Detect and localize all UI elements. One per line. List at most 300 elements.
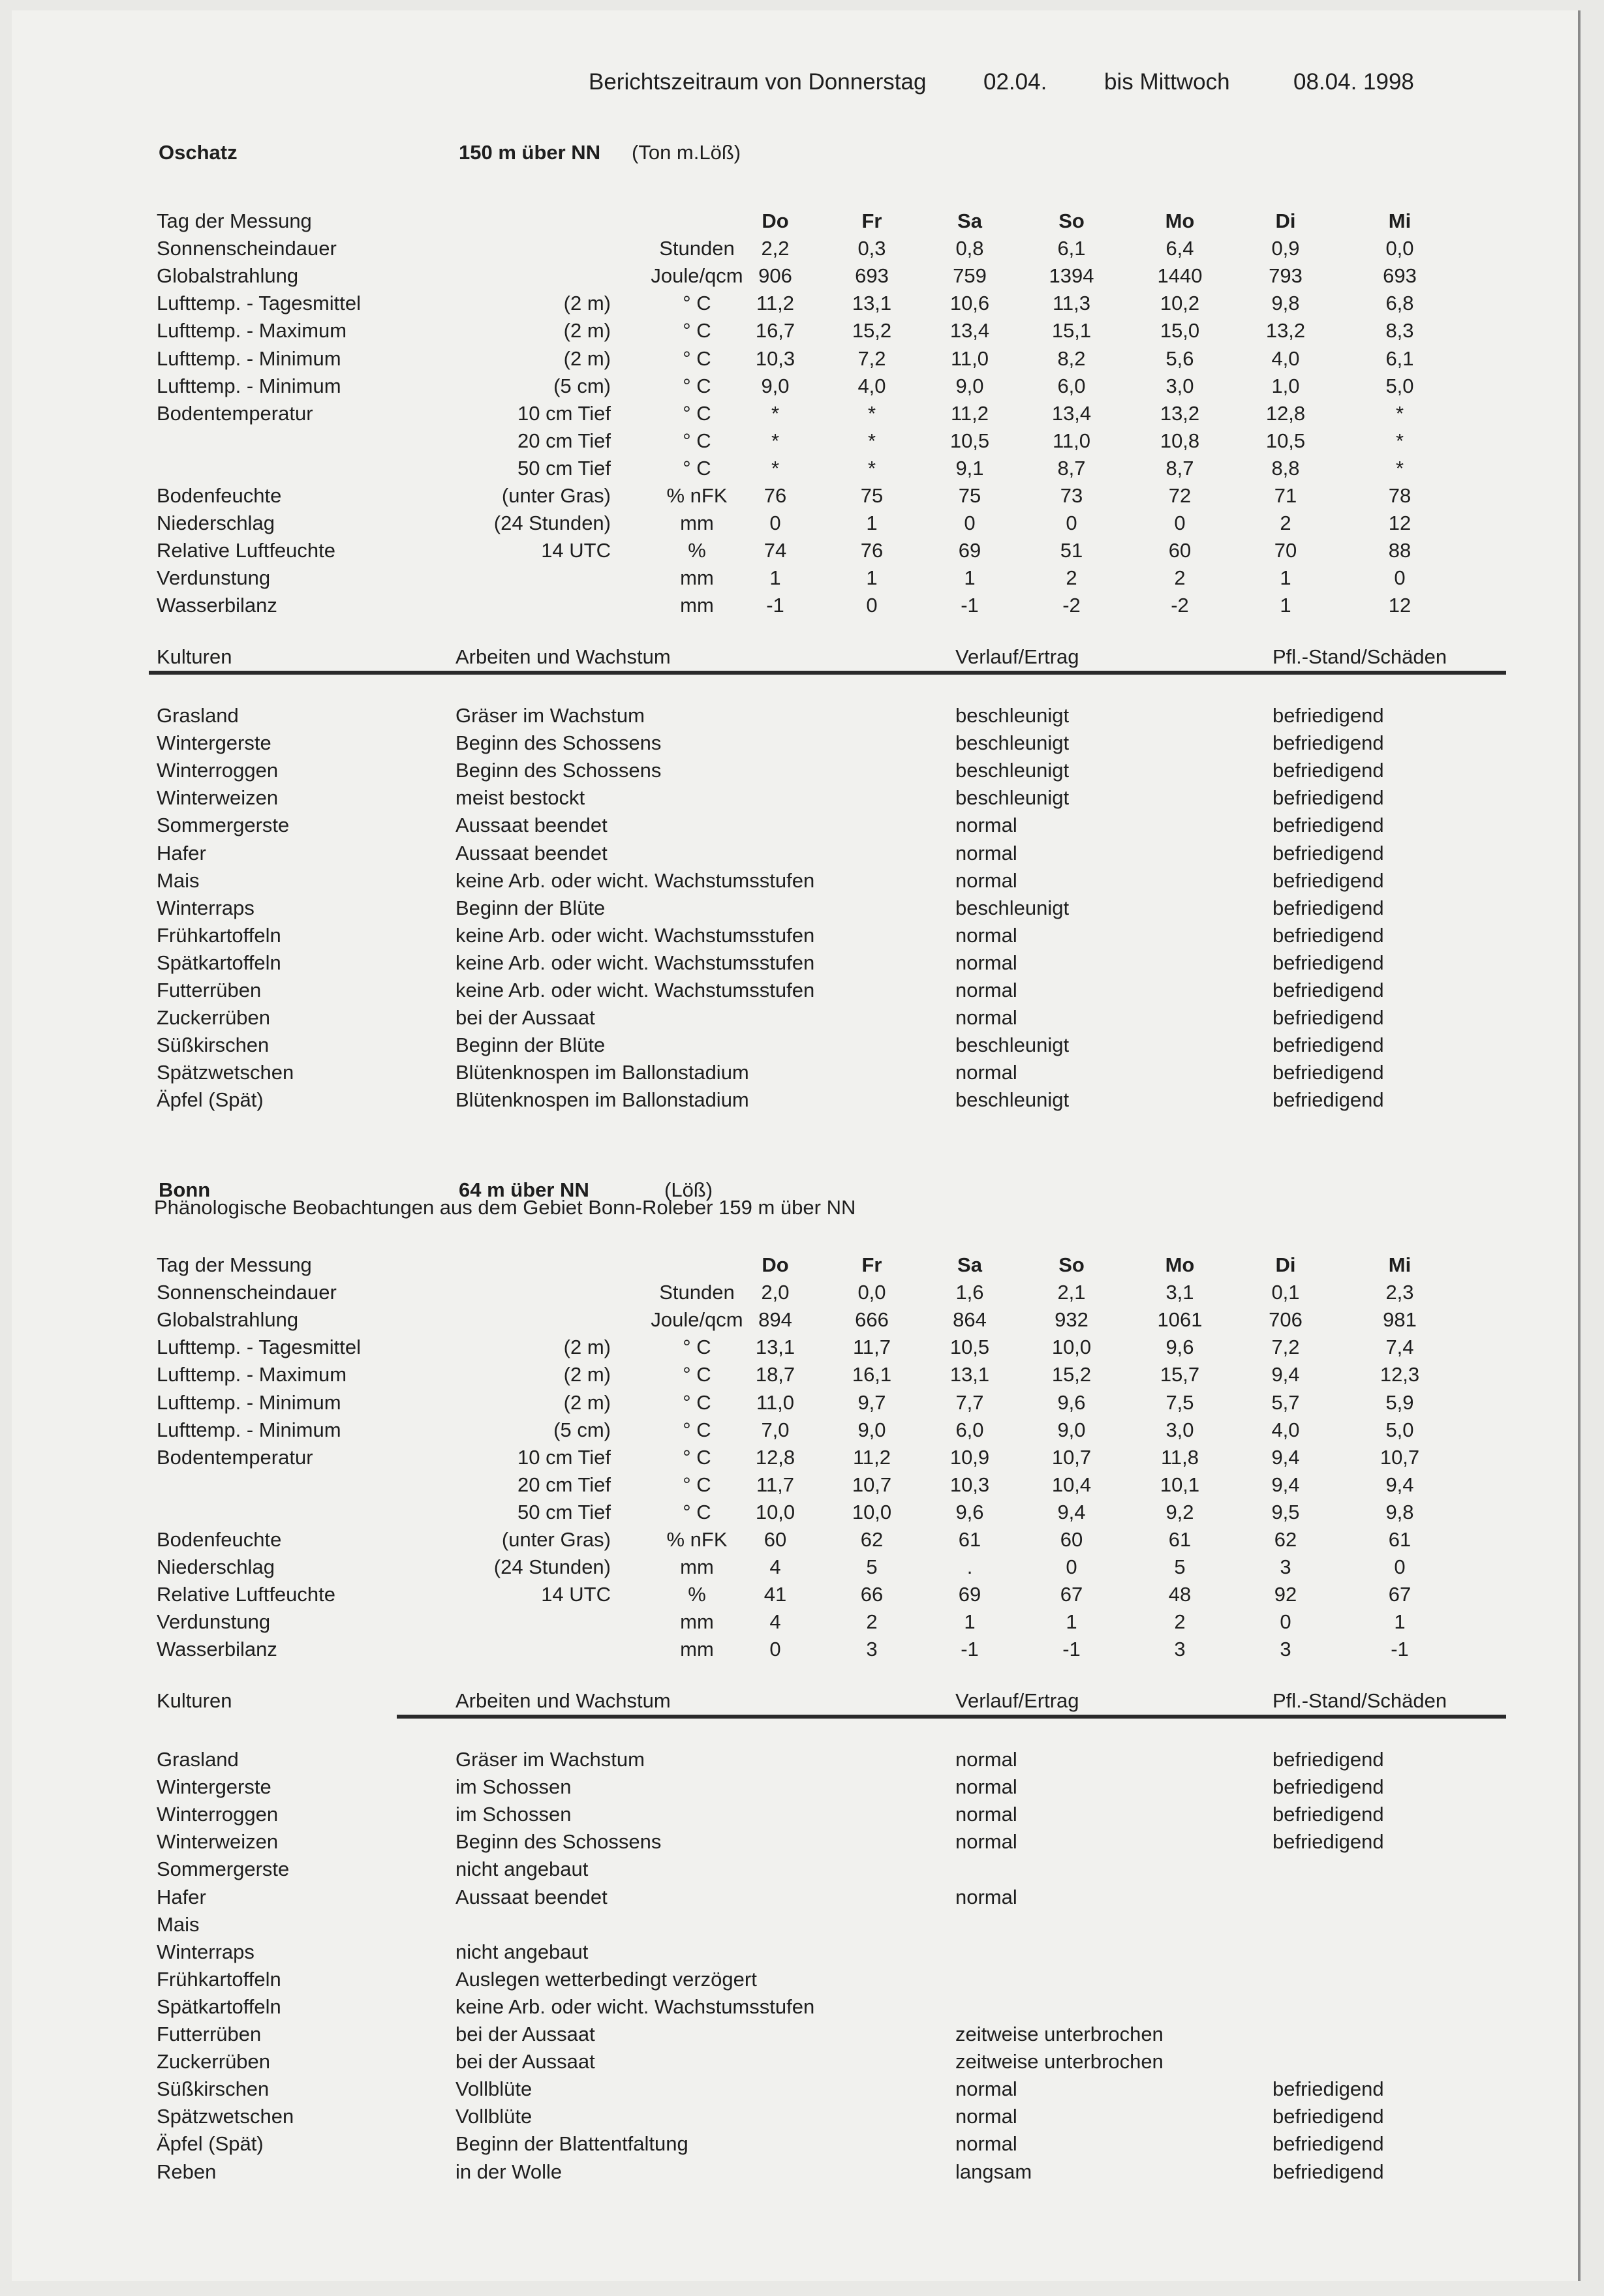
measurement-value: 3,0 bbox=[1165, 1418, 1194, 1441]
crop-row bbox=[12, 1746, 1578, 1773]
measurement-value: 1 bbox=[769, 566, 781, 590]
crop-row bbox=[12, 1773, 1578, 1801]
period-date-from: 02.04. bbox=[983, 69, 1047, 95]
measurement-value: -1 bbox=[1391, 1638, 1409, 1661]
crop-progress: zeitweise unterbrochen bbox=[955, 2050, 1164, 2074]
measurement-value: 6,1 bbox=[1057, 237, 1086, 260]
measurement-value: 11,7 bbox=[756, 1473, 795, 1496]
day-header: Do bbox=[762, 1253, 789, 1276]
measurement-value: 15,2 bbox=[852, 319, 892, 343]
measurement-value: 1 bbox=[964, 1610, 976, 1634]
crop-row bbox=[12, 2048, 1578, 2075]
crop-row bbox=[12, 2158, 1578, 2186]
measurement-value: . bbox=[966, 1555, 973, 1579]
crop-row bbox=[12, 1884, 1578, 1911]
measurement-value: 0,0 bbox=[857, 1281, 886, 1304]
measurement-row bbox=[12, 1389, 1578, 1416]
measurement-qualifier: (24 Stunden) bbox=[493, 512, 611, 535]
crop-work-growth: meist bestockt bbox=[455, 786, 585, 810]
crop-row bbox=[12, 1828, 1578, 1856]
measurement-value: 0 bbox=[1174, 512, 1186, 535]
measurement-label: Lufttemp. - Minimum bbox=[157, 374, 341, 397]
day-header: Mi bbox=[1388, 1253, 1411, 1276]
crop-progress: beschleunigt bbox=[955, 704, 1070, 727]
measurement-qualifier: (2 m) bbox=[563, 1336, 611, 1359]
measurement-value: 2 bbox=[866, 1610, 878, 1634]
measurement-value: 9,6 bbox=[955, 1500, 984, 1523]
measurement-unit: mm bbox=[680, 1555, 714, 1579]
crop-work-growth: keine Arb. oder wicht. Wachstumsstufen bbox=[455, 979, 815, 1002]
crop-condition: befriedigend bbox=[1272, 2105, 1384, 2128]
measurement-value: 4,0 bbox=[857, 374, 886, 397]
crop-name: Grasland bbox=[157, 1748, 239, 1771]
measurement-label: Relative Luftfeuchte bbox=[157, 1583, 336, 1606]
measurement-value: 932 bbox=[1055, 1308, 1088, 1332]
measurement-value: 0 bbox=[769, 1638, 781, 1661]
measurement-value: 13,1 bbox=[852, 292, 892, 315]
crop-work-growth: Aussaat beendet bbox=[455, 1885, 608, 1908]
measurement-row bbox=[12, 592, 1578, 619]
crop-row bbox=[12, 2075, 1578, 2103]
measurement-qualifier: (24 Stunden) bbox=[493, 1555, 611, 1579]
measurement-value: 15,2 bbox=[1051, 1363, 1092, 1386]
crop-work-growth: Vollblüte bbox=[455, 2105, 532, 2128]
crop-work-growth: Beginn der Blüte bbox=[455, 896, 606, 919]
crop-progress: normal bbox=[955, 923, 1017, 947]
crop-work-growth: keine Arb. oder wicht. Wachstumsstufen bbox=[455, 951, 815, 974]
measurement-value: 8,2 bbox=[1057, 346, 1086, 370]
measurement-value: 0,8 bbox=[955, 237, 984, 260]
measurement-label: Sonnenscheindauer bbox=[157, 237, 337, 260]
measurement-value: 11,8 bbox=[1160, 1445, 1199, 1469]
measurement-value: * bbox=[771, 456, 780, 480]
measurement-value: 9,8 bbox=[1271, 292, 1300, 315]
crop-work-growth: keine Arb. oder wicht. Wachstumsstufen bbox=[455, 1995, 815, 2018]
measurement-unit: % nFK bbox=[666, 484, 728, 507]
crop-name: Süßkirschen bbox=[157, 2077, 270, 2101]
crop-work-growth: bei der Aussaat bbox=[455, 2050, 595, 2074]
measurement-value: 2,2 bbox=[761, 237, 790, 260]
measurement-unit: ° C bbox=[683, 319, 711, 343]
crop-progress: normal bbox=[955, 1061, 1017, 1084]
measurement-value: 1 bbox=[1066, 1610, 1077, 1634]
measurement-value: 51 bbox=[1060, 539, 1083, 562]
crop-row bbox=[12, 812, 1578, 839]
crop-work-growth: bei der Aussaat bbox=[455, 2023, 595, 2045]
measurement-value: 706 bbox=[1269, 1308, 1303, 1332]
measurement-value: 74 bbox=[763, 539, 787, 562]
crop-condition: befriedigend bbox=[1272, 704, 1384, 727]
crop-condition: befriedigend bbox=[1272, 923, 1384, 947]
crop-row bbox=[12, 2021, 1578, 2048]
measurement-value: 12,8 bbox=[755, 1445, 795, 1469]
crop-name: Frühkartoffeln bbox=[157, 1967, 281, 1991]
day-header: Di bbox=[1275, 209, 1296, 232]
crop-progress: normal bbox=[955, 2077, 1017, 2101]
crop-row bbox=[12, 977, 1578, 1004]
measurement-value: 10,7 bbox=[852, 1473, 892, 1496]
crop-work-growth: Beginn der Blüte bbox=[455, 1033, 606, 1057]
crop-work-growth: Blütenknospen im Ballonstadium bbox=[455, 1061, 749, 1084]
measurement-label: Verdunstung bbox=[157, 566, 271, 590]
measurement-value: 11,0 bbox=[756, 1390, 795, 1414]
measurement-value: 67 bbox=[1060, 1583, 1083, 1606]
measurement-row bbox=[12, 1499, 1578, 1526]
measurement-value: 9,4 bbox=[1057, 1500, 1086, 1523]
crop-progress: normal bbox=[955, 1006, 1017, 1030]
measurement-value: 5 bbox=[1174, 1555, 1186, 1579]
measurement-value: 10,6 bbox=[949, 292, 990, 315]
measurement-value: -2 bbox=[1171, 594, 1189, 617]
measurement-value: 7,2 bbox=[1271, 1336, 1300, 1359]
station-elevation: 150 m über NN bbox=[459, 141, 601, 164]
crop-name: Winterraps bbox=[157, 1940, 254, 1963]
measurement-qualifier: 10 cm Tief bbox=[517, 401, 611, 425]
measurement-value: 70 bbox=[1274, 539, 1297, 562]
station-soil: (Ton m.Löß) bbox=[632, 141, 741, 164]
crop-row bbox=[12, 840, 1578, 867]
crop-progress: normal bbox=[955, 868, 1017, 892]
measurement-value: 5 bbox=[866, 1555, 878, 1579]
crops-column-header: Kulturen bbox=[157, 1689, 232, 1712]
measurement-value: 9,0 bbox=[761, 374, 790, 397]
measurement-value: 69 bbox=[958, 1583, 981, 1606]
crop-name: Hafer bbox=[157, 841, 206, 865]
crop-work-growth: keine Arb. oder wicht. Wachstumsstufen bbox=[455, 923, 815, 947]
measurement-value: 76 bbox=[860, 539, 884, 562]
crop-name: Futterrüben bbox=[157, 979, 262, 1002]
measurement-value: 60 bbox=[1168, 539, 1192, 562]
crops-column-header: Arbeiten und Wachstum bbox=[455, 1689, 671, 1712]
measurement-value: 3 bbox=[1174, 1638, 1186, 1661]
measurement-value: 6,0 bbox=[1057, 374, 1086, 397]
measurement-value: 10,0 bbox=[755, 1500, 795, 1523]
measurement-row bbox=[12, 400, 1578, 427]
measurement-label: Relative Luftfeuchte bbox=[157, 539, 336, 562]
measurement-value: 2,3 bbox=[1385, 1281, 1414, 1304]
measurement-header-row bbox=[12, 1251, 1578, 1279]
crop-condition: befriedigend bbox=[1272, 731, 1384, 755]
day-header: Mi bbox=[1388, 209, 1411, 232]
measurement-value: 7,5 bbox=[1165, 1390, 1194, 1414]
measurement-value: 11,2 bbox=[852, 1445, 891, 1469]
crop-work-growth: Auslegen wetterbedingt verzögert bbox=[455, 1967, 757, 1991]
measurement-value: 71 bbox=[1274, 484, 1297, 507]
crop-condition: befriedigend bbox=[1272, 841, 1384, 865]
measurement-value: * bbox=[771, 401, 780, 425]
measurement-value: 0 bbox=[1394, 566, 1406, 590]
measurement-value: 15,7 bbox=[1160, 1363, 1200, 1386]
measurement-value: 16,1 bbox=[852, 1363, 892, 1386]
measurement-value: 10,8 bbox=[1160, 429, 1200, 452]
crop-row bbox=[12, 1004, 1578, 1032]
measurement-value: 2 bbox=[1280, 512, 1291, 535]
crop-name: Winterraps bbox=[157, 896, 254, 919]
crop-work-growth: nicht angebaut bbox=[455, 1940, 589, 1963]
measurement-value: 16,7 bbox=[755, 319, 795, 343]
measurement-day-label: Tag der Messung bbox=[157, 1253, 312, 1276]
measurement-value: 1 bbox=[1280, 594, 1291, 617]
crop-work-growth: Beginn der Blattentfaltung bbox=[455, 2132, 688, 2156]
measurement-value: -1 bbox=[1062, 1638, 1081, 1661]
measurement-value: 13,2 bbox=[1265, 319, 1306, 343]
crop-progress: beschleunigt bbox=[955, 896, 1070, 919]
measurement-row bbox=[12, 1608, 1578, 1636]
measurement-value: 10,2 bbox=[1160, 292, 1200, 315]
crop-progress: normal bbox=[955, 1748, 1017, 1771]
crop-name: Winterroggen bbox=[157, 759, 279, 782]
measurement-row bbox=[12, 235, 1578, 262]
measurement-value: * bbox=[867, 456, 876, 480]
crop-row bbox=[12, 1993, 1578, 2021]
measurement-row bbox=[12, 1444, 1578, 1471]
measurement-value: 61 bbox=[1168, 1528, 1192, 1551]
crop-row bbox=[12, 729, 1578, 757]
measurement-value: 10,5 bbox=[949, 429, 990, 452]
period-prefix: Berichtszeitraum von Donnerstag bbox=[589, 69, 927, 95]
measurement-value: -1 bbox=[766, 594, 784, 617]
measurement-value: 0 bbox=[1066, 512, 1077, 535]
crop-progress: beschleunigt bbox=[955, 1033, 1070, 1057]
measurement-value: 3 bbox=[1280, 1555, 1291, 1579]
crop-condition: befriedigend bbox=[1272, 2132, 1384, 2156]
crop-row bbox=[12, 1086, 1578, 1114]
measurement-value: 11,0 bbox=[950, 346, 989, 370]
crop-work-growth: bei der Aussaat bbox=[455, 1006, 595, 1030]
measurement-value: 61 bbox=[1388, 1528, 1411, 1551]
measurement-value: 0,0 bbox=[1385, 237, 1414, 260]
measurement-value: 9,6 bbox=[1165, 1336, 1194, 1359]
measurement-value: 13,4 bbox=[949, 319, 990, 343]
measurement-value: 11,3 bbox=[1052, 292, 1091, 315]
measurement-value: * bbox=[867, 401, 876, 425]
measurement-unit: mm bbox=[680, 512, 714, 535]
crop-name: Spätzwetschen bbox=[157, 2105, 294, 2128]
measurement-unit: % nFK bbox=[666, 1528, 728, 1551]
measurement-value: 75 bbox=[958, 484, 981, 507]
measurement-value: 2,0 bbox=[761, 1281, 790, 1304]
crop-row bbox=[12, 867, 1578, 895]
crop-condition: befriedigend bbox=[1272, 2077, 1384, 2101]
crops-header-row bbox=[12, 643, 1578, 671]
measurement-value: 10,4 bbox=[1051, 1473, 1092, 1496]
crop-name: Grasland bbox=[157, 704, 239, 727]
measurement-value: 759 bbox=[953, 264, 987, 288]
day-header: Di bbox=[1275, 1253, 1296, 1276]
crop-work-growth: nicht angebaut bbox=[455, 1858, 589, 1881]
crop-name: Sommergerste bbox=[157, 1858, 290, 1881]
crop-row bbox=[12, 1911, 1578, 1938]
measurement-value: 693 bbox=[1383, 264, 1417, 288]
crop-name: Winterroggen bbox=[157, 1803, 279, 1826]
measurement-unit: ° C bbox=[683, 292, 711, 315]
measurement-value: 793 bbox=[1269, 264, 1303, 288]
measurement-label: Bodenfeuchte bbox=[157, 484, 282, 507]
measurement-value: 48 bbox=[1168, 1583, 1192, 1606]
measurement-value: 10,7 bbox=[1380, 1445, 1420, 1469]
measurement-value: 8,7 bbox=[1057, 456, 1086, 480]
measurement-value: 12 bbox=[1388, 594, 1411, 617]
report-page bbox=[12, 10, 1581, 2281]
crop-row bbox=[12, 784, 1578, 812]
measurement-unit: Stunden bbox=[659, 237, 735, 260]
measurement-value: 15,0 bbox=[1160, 319, 1200, 343]
measurement-unit: ° C bbox=[683, 429, 711, 452]
crop-name: Reben bbox=[157, 2160, 217, 2183]
measurement-value: 10,9 bbox=[949, 1445, 990, 1469]
measurement-value: 2 bbox=[1174, 566, 1186, 590]
measurement-value: 13,1 bbox=[949, 1363, 990, 1386]
measurement-value: 15,1 bbox=[1051, 319, 1092, 343]
crop-work-growth: Gräser im Wachstum bbox=[455, 1748, 645, 1771]
crop-row bbox=[12, 1801, 1578, 1828]
crop-condition: befriedigend bbox=[1272, 868, 1384, 892]
crop-progress: normal bbox=[955, 814, 1017, 837]
measurement-day-label: Tag der Messung bbox=[157, 209, 312, 232]
crop-name: Spätkartoffeln bbox=[157, 951, 281, 974]
measurement-value: 6,8 bbox=[1385, 292, 1414, 315]
crop-progress: normal bbox=[955, 2132, 1017, 2156]
measurement-value: -2 bbox=[1062, 594, 1081, 617]
crop-name: Süßkirschen bbox=[157, 1033, 270, 1057]
measurement-value: 88 bbox=[1388, 539, 1411, 562]
measurement-qualifier: 50 cm Tief bbox=[517, 1500, 611, 1523]
measurement-value: 3 bbox=[1280, 1638, 1291, 1661]
crop-progress: normal bbox=[955, 2105, 1017, 2128]
station-name: Oschatz bbox=[159, 141, 238, 164]
measurement-value: 9,5 bbox=[1271, 1500, 1300, 1523]
crop-work-growth: im Schossen bbox=[455, 1775, 572, 1799]
measurement-value: 2 bbox=[1174, 1610, 1186, 1634]
crop-condition: befriedigend bbox=[1272, 814, 1384, 837]
crop-work-growth: im Schossen bbox=[455, 1803, 572, 1826]
crop-work-growth: Vollblüte bbox=[455, 2077, 532, 2101]
crop-condition: befriedigend bbox=[1272, 896, 1384, 919]
crop-name: Spätkartoffeln bbox=[157, 1995, 281, 2018]
measurement-value: 9,2 bbox=[1165, 1500, 1194, 1523]
measurement-value: 4 bbox=[769, 1610, 781, 1634]
crop-row bbox=[12, 1059, 1578, 1086]
measurement-value: 9,4 bbox=[1385, 1473, 1414, 1496]
measurement-header-row bbox=[12, 207, 1578, 235]
measurement-row bbox=[12, 1279, 1578, 1306]
crop-row bbox=[12, 1856, 1578, 1883]
crops-column-header: Verlauf/Ertrag bbox=[955, 1689, 1079, 1712]
measurement-value: 9,7 bbox=[857, 1390, 886, 1414]
measurement-unit: ° C bbox=[683, 1418, 711, 1441]
crop-progress: zeitweise unterbrochen bbox=[955, 2023, 1164, 2045]
measurement-qualifier: (unter Gras) bbox=[501, 484, 611, 507]
day-header: Mo bbox=[1165, 1253, 1195, 1276]
measurement-label: Niederschlag bbox=[157, 512, 275, 535]
measurement-row bbox=[12, 537, 1578, 564]
measurement-row bbox=[12, 1554, 1578, 1581]
measurement-unit: ° C bbox=[683, 1390, 711, 1414]
measurement-value: * bbox=[1395, 401, 1404, 425]
crop-name: Winterweizen bbox=[157, 1830, 279, 1854]
measurement-value: 1,6 bbox=[955, 1281, 984, 1304]
measurement-unit: mm bbox=[680, 1638, 714, 1661]
crop-progress: normal bbox=[955, 951, 1017, 974]
measurement-value: 3,1 bbox=[1165, 1281, 1194, 1304]
measurement-unit: ° C bbox=[683, 1445, 711, 1469]
crops-column-header: Kulturen bbox=[157, 645, 232, 668]
measurement-value: 4,0 bbox=[1271, 346, 1300, 370]
crop-name: Zuckerrüben bbox=[157, 2050, 271, 2074]
crop-condition: befriedigend bbox=[1272, 2160, 1384, 2183]
crop-condition: befriedigend bbox=[1272, 951, 1384, 974]
measurement-row bbox=[12, 373, 1578, 400]
day-header: So bbox=[1058, 209, 1085, 232]
measurement-qualifier: (5 cm) bbox=[553, 1418, 611, 1441]
measurement-row bbox=[12, 427, 1578, 455]
day-header: So bbox=[1058, 1253, 1085, 1276]
measurement-label: Niederschlag bbox=[157, 1555, 275, 1579]
measurement-value: 1,0 bbox=[1271, 374, 1300, 397]
measurement-value: 0,3 bbox=[857, 237, 886, 260]
station-soil: (Löß) bbox=[664, 1178, 713, 1201]
measurement-value: 894 bbox=[758, 1308, 792, 1332]
measurement-value: 13,4 bbox=[1051, 401, 1092, 425]
measurement-value: * bbox=[867, 429, 876, 452]
measurement-value: 10,7 bbox=[1051, 1445, 1092, 1469]
measurement-qualifier: (2 m) bbox=[563, 319, 611, 343]
measurement-value: * bbox=[1395, 429, 1404, 452]
crop-name: Wintergerste bbox=[157, 1775, 271, 1799]
measurement-value: 0 bbox=[866, 594, 878, 617]
crop-name: Frühkartoffeln bbox=[157, 923, 281, 947]
crop-row bbox=[12, 1966, 1578, 1993]
measurement-value: 9,8 bbox=[1385, 1500, 1414, 1523]
crop-name: Winterweizen bbox=[157, 786, 279, 810]
crop-work-growth: Aussaat beendet bbox=[455, 814, 608, 837]
measurement-value: 7,7 bbox=[955, 1390, 984, 1414]
crop-progress: beschleunigt bbox=[955, 1088, 1070, 1112]
crop-condition: befriedigend bbox=[1272, 1033, 1384, 1057]
measurement-value: 7,2 bbox=[857, 346, 886, 370]
crop-row bbox=[12, 2103, 1578, 2130]
measurement-row bbox=[12, 1526, 1578, 1554]
station-name: Bonn bbox=[159, 1178, 211, 1201]
measurement-value: 10,3 bbox=[949, 1473, 990, 1496]
crop-progress: normal bbox=[955, 1803, 1017, 1826]
measurement-value: 9,4 bbox=[1271, 1445, 1300, 1469]
crop-condition: befriedigend bbox=[1272, 1803, 1384, 1826]
measurement-value: 13,2 bbox=[1160, 401, 1200, 425]
measurement-label: Bodentemperatur bbox=[157, 1445, 313, 1469]
crop-name: Futterrüben bbox=[157, 2023, 262, 2045]
crop-progress: langsam bbox=[955, 2160, 1032, 2183]
measurement-value: 1 bbox=[1394, 1610, 1406, 1634]
measurement-value: 12,8 bbox=[1265, 401, 1306, 425]
crops-header-rule bbox=[397, 1715, 1506, 1719]
measurement-value: -1 bbox=[961, 594, 979, 617]
measurement-value: 11,2 bbox=[756, 292, 795, 315]
crops-header-rule bbox=[149, 671, 1506, 675]
measurement-value: 9,1 bbox=[955, 456, 984, 480]
measurement-row bbox=[12, 1361, 1578, 1388]
measurement-qualifier: 50 cm Tief bbox=[517, 456, 611, 480]
crop-work-growth: Aussaat beendet bbox=[455, 841, 608, 865]
crops-header-row bbox=[12, 1687, 1578, 1715]
measurement-value: 11,2 bbox=[950, 401, 989, 425]
measurement-value: * bbox=[771, 429, 780, 452]
crop-progress: normal bbox=[955, 979, 1017, 1002]
measurement-row bbox=[12, 290, 1578, 317]
day-header: Mo bbox=[1165, 209, 1195, 232]
measurement-value: 10,5 bbox=[1265, 429, 1306, 452]
crop-progress: normal bbox=[955, 1775, 1017, 1799]
